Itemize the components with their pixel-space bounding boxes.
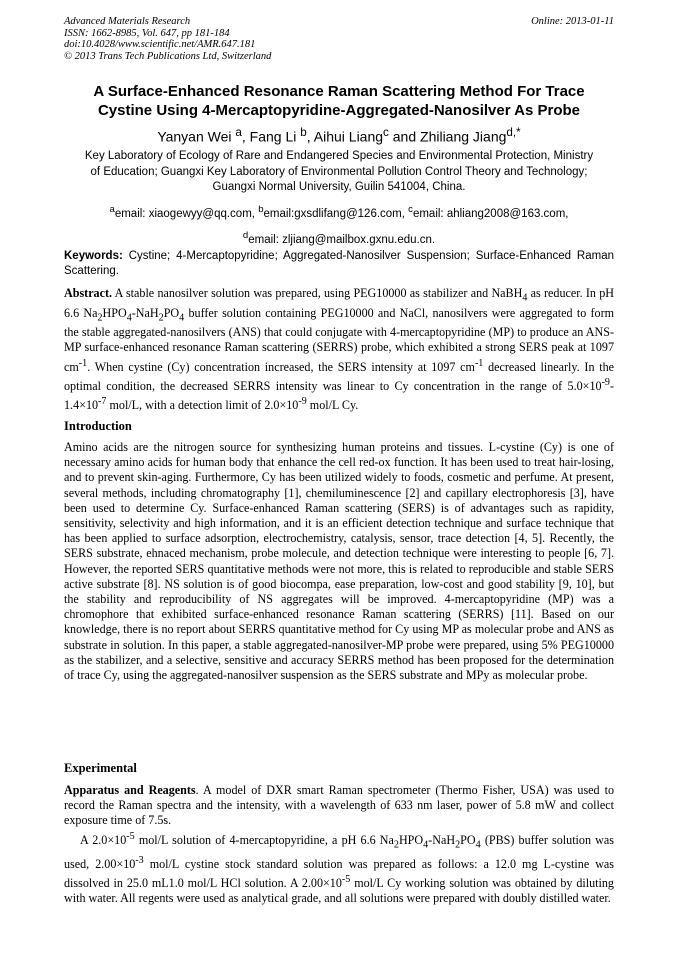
author-list: Yanyan Wei $^a$, Fang Li $^b$, Aihui Liang$^c$ and Zhiliang Jiang$^{d,*}$ [157,126,521,145]
email-c-mark: c [408,204,413,215]
exp-po: PO [460,833,476,848]
abstract-text-8: mol/L Cy. [309,398,359,413]
journal-meta [64,16,271,62]
experimental-heading: Experimental [64,761,137,775]
email-line-2 [40,225,638,251]
sub-4: 4 [475,839,481,851]
email-line-1 [40,199,638,225]
issn-line: ISSN: 1662-8985, Vol. 647, pp 181-184 [64,27,230,39]
keywords-label: Keywords: [64,250,123,262]
experimental-paragraph-2 [64,829,614,906]
exp-hpo: HPO [398,833,424,848]
abstract-text-5: decreased linearly. In the optimal condition, the decreased SERRS intensity was linear to Cy concentration in the range of 5.0×10 [64,359,614,393]
abstract-text-2: as reducer. In pH 6.6 Na [64,286,614,320]
introduction-heading: Introduction [64,419,132,433]
sub-4: 4 [126,312,132,324]
sup-minus-3: -3 [135,854,144,866]
email-a-mark: a [109,204,115,215]
abstract-label: Abstract. [64,286,113,300]
author-3-mark: c [383,126,389,139]
sub-4: 4 [522,292,528,304]
abstract-text-1: A stable nanosilver solution was prepared, using PEG10000 as stabilizer and NaBH [114,286,523,300]
sup-minus-9: -9 [298,396,307,408]
exp-text-f: (PBS) buffer solution was used, 2.00×10 [64,833,614,871]
sup-minus-7: -7 [98,396,107,408]
author-4: Zhiliang Jiang [420,128,507,145]
exp-nah: -NaH [428,833,456,848]
affiliation-line-3: Guangxi Normal University, Guilin 541004, China. [212,181,466,193]
sup-minus-9: -9 [601,376,610,388]
exp-text-g: mol/L cystine stock standard solution was prepared as follows: a 12.0 mg L-cystine was dissolved in 25.0 mL1.0 mol/L HCl solution. A 2.00×10 [64,856,615,890]
keywords-text: Cystine; 4-Mercaptopyridine; Aggregated-Nanosilver Suspension; Surface-Enhanced Raman Scattering. [64,250,614,277]
introduction-text [64,440,614,683]
copyright-line: © 2013 Trans Tech Publications Ltd, Switzerland [64,50,272,62]
sub-2: 2 [158,312,164,324]
apparatus-text: . A model of DXR smart Raman spectrometer (Thermo Fisher, USA) was used to record the Raman spectra and the intensity, with a wavelength of 633 nm laser, power of 5.8 mW and collect exposure time of 7.5s. [64,783,614,828]
title-line-1: A Surface-Enhanced Resonance Raman Scattering Method For Trace [93,83,585,100]
abstract [64,286,614,413]
email-b[interactable]: email:gxsdlifang@126.com, [263,207,405,220]
exp-text-b: mol/L solution of 4-mercaptopyridine, a pH 6.6 Na [138,833,394,848]
sub-2: 2 [393,839,399,851]
sub-4: 4 [179,312,185,324]
abstract-nah: -NaH [131,305,159,320]
author-2: Fang Li [249,128,297,145]
email-b-mark: b [258,204,264,215]
exp-text-a: A 2.0×10 [80,833,127,848]
author-2-mark: b [300,126,307,139]
sub-2: 2 [455,839,461,851]
email-block [40,199,638,251]
email-d[interactable]: email: zljiang@mailbox.gxnu.edu.cn. [248,233,436,246]
sup-minus-5: -5 [341,873,351,885]
abstract-text-6: -1.4×10 [64,378,614,413]
title-line-2: Cystine Using 4-Mercaptopyridine-Aggregated-Nanosilver As Probe [97,102,581,119]
exp-text-h: mol/L Cy working solution was obtained by diluting with water. All regents were used as analytical grade, and all solutions were prepared with doubly distilled water. [64,875,614,906]
sub-2: 2 [97,312,103,324]
sup-minus-5: -5 [126,831,135,842]
introduction-paragraph: Amino acids are the nitrogen source for synthesizing human proteins and tissues. L-cystine (Cy) is one of necessary amino acids for human body that enhance the cell red-ox function. It has been used to treat hair-losing, and to prevent skin-aging. Furthermore, Cy has been utilized widely to foods, cosmetic and perfume. At present, several methods, including chromatography [1], chemiluminescence [2] and capillary electrophoresis [3], have been used to determine Cy. Surface-enhanced Raman scattering (SERS) is of advantages such as rapidity, sensitivity, selectivity and high information, and it is an efficient detection technique and surface technique that has been applied to surface adsorption, electrochemistry, catalysis, sensor, trace detection [4, 5]. Recently, the SERS substrate, ehnaced mechanism, probe molecule, and detection technique were interesting to people [6, 7]. However, the reported SERS quantitative methods were not more, this is related to reproducible and stable SERS active substrate [8]. NS solution is of good biocompa, ease preparation, low-cost and good stability [9, 10], but the stability and reproducibility of NS aggregates will be improved. 4-mercaptopyridine (MP) was a chromophore that exhibited surface-enhanced resonance Raman scattering (SERRS) [11]. Based on our knowledge, there is no report about SERRS quantitative method for Cy using MP as molecular probe and ANS as substrate in solution. In this paper, a stable aggregated-nanosilver-MP probe were prepared, using 5% PEG10000 as the stabilizer, and a selective, sensitive and accuracy SERRS method has been proposed for the determination of trace Cy, using the aggregated-nanosilver suspension as the SERS substrate and MPy as molecular probe. [64,440,614,683]
author-3: Aihui Liang [313,128,384,145]
abstract-text-7: mol/L, with a detection limit of 2.0×10 [109,398,299,413]
email-c[interactable]: email: ahliang2008@163.com, [412,207,569,220]
experimental-paragraph-1 [64,783,614,829]
sup-minus-1: -1 [474,357,484,369]
abstract-po: PO [163,305,180,320]
journal-name: Advanced Materials Research [64,16,191,27]
abstract-hpo: HPO [102,305,127,320]
author-conjunction: and [392,128,417,145]
paper-title [40,82,638,120]
email-d-mark: d [242,229,249,241]
author-1-mark: a [235,126,242,139]
sup-minus-1: -1 [78,357,88,369]
doi-line: doi:10.4028/www.scientific.net/AMR.647.181 [64,39,256,50]
affiliation [60,149,618,196]
affiliation-line-2: of Education; Guangxi Key Laboratory of Environmental Pollution Control Theory and Technology; [90,165,588,178]
author-1: Yanyan Wei [157,128,232,145]
email-a[interactable]: email: xiaogewyy@qq.com, [114,207,255,220]
apparatus-label: Apparatus and Reagents [64,783,196,797]
abstract-text-4: . When cystine (Cy) concentration increased, the SERS intensity at 1097 cm [87,359,475,374]
online-date: Online: 2013-01-11 [531,16,614,27]
author-4-mark: d,* [506,126,521,139]
abstract-text-3: buffer solution containing PEG10000 and NaCl, nanosilvers were aggregated to form the stable aggregated-nanosilvers (ANS) that could conjugate with 4-mercaptopyridine (MP) to produce an ANS-MP surface-enhanced resonance Raman scattering (SERRS) probe, which exhibited a strong SERS peak at 1097 cm [64,305,615,374]
sub-4: 4 [423,839,429,851]
affiliation-line-1: Key Laboratory of Ecology of Rare and Endangered Species and Environmental Protection, Ministry [84,150,594,162]
keywords [64,249,614,278]
